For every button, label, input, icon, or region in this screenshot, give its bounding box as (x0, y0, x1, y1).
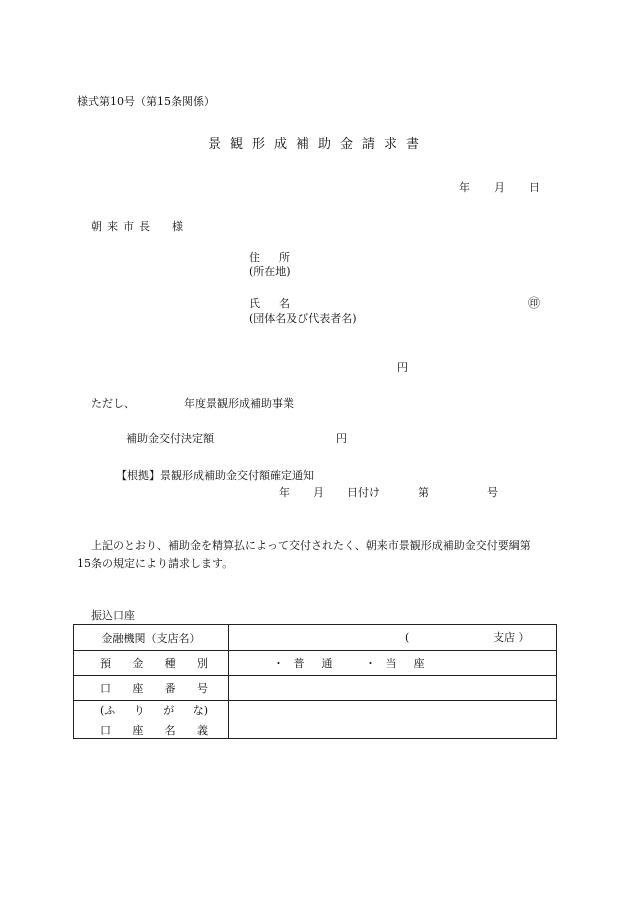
label-char: り (133, 703, 145, 717)
account-row-type (74, 651, 557, 676)
label-char: 口 (100, 723, 111, 737)
account-number-label (74, 676, 229, 701)
deposit-type-value-cell (229, 651, 557, 676)
proviso-project: 年度景観形成補助事業 (184, 397, 294, 410)
label-char: 預 (100, 657, 111, 670)
basis-dated: 日付け (347, 486, 380, 499)
amount-unit: 円 (397, 361, 408, 374)
name-sublabel: (団体名及び代表者名) (249, 312, 357, 325)
account-row-bank (74, 625, 557, 651)
addressee-name: 朝来市長 (91, 220, 155, 233)
deposit-type-label (74, 651, 229, 676)
document-title: 景観形成補助金請求書 (208, 137, 429, 152)
label-char: 口 (100, 682, 111, 695)
body-text-line2: 15条の規定により請求します。 (77, 557, 234, 570)
basis-no-suffix: 号 (487, 486, 498, 499)
label-char: 義 (196, 723, 208, 737)
bank-branch: 支店 ） (493, 631, 530, 644)
bank-value-cell[interactable] (229, 625, 557, 651)
label-char: 番 (164, 682, 176, 695)
label-char: 座 (132, 723, 144, 737)
label-char: 座 (132, 682, 144, 695)
label-char: が (163, 703, 175, 717)
account-holder-value-cell[interactable] (229, 701, 557, 739)
bank-label: 金融機関（支店名） (74, 625, 229, 651)
account-row-holder (74, 701, 557, 739)
deposit-option-current[interactable]: ・ 当 座 (365, 657, 428, 670)
label-char: 別 (196, 657, 208, 670)
decided-amount-unit: 円 (336, 432, 347, 445)
basis-month: 月 (313, 486, 324, 499)
date-month: 月 (494, 181, 505, 194)
account-holder-label (74, 701, 229, 739)
seal-mark: ㊞ (528, 296, 541, 310)
proviso-prefix: ただし、 (91, 397, 135, 410)
account-number-value-cell[interactable] (229, 676, 557, 701)
bank-paren-open: ( (405, 631, 410, 644)
basis-no-prefix: 第 (418, 486, 429, 499)
address-label: 住 所 (249, 251, 294, 264)
account-heading: 振込口座 (91, 609, 135, 622)
body-text-line1: 上記のとおり、補助金を精算払によって交付されたく、朝来市景観形成補助金交付要綱第 (91, 539, 531, 552)
label-char: (ふ (100, 703, 116, 717)
date-year: 年 (459, 181, 470, 194)
deposit-option-ordinary[interactable]: ・ 普 通 (273, 657, 336, 670)
account-table (73, 624, 557, 739)
label-char: な) (192, 703, 208, 717)
addressee-honorific: 様 (172, 220, 183, 233)
address-sublabel: (所在地) (249, 265, 291, 278)
basis-label: 【根拠】景観形成補助金交付額確定通知 (116, 469, 314, 482)
date-day: 日 (529, 181, 540, 194)
form-number: 様式第10号（第15条関係） (77, 95, 215, 108)
label-char: 種 (164, 657, 176, 670)
decided-amount-label: 補助金交付決定額 (126, 432, 214, 445)
account-row-number (74, 676, 557, 701)
name-label: 氏 名 (249, 297, 294, 310)
label-char: 金 (132, 657, 144, 670)
basis-year: 年 (279, 486, 290, 499)
label-char: 名 (164, 723, 176, 737)
label-char: 号 (196, 682, 208, 695)
